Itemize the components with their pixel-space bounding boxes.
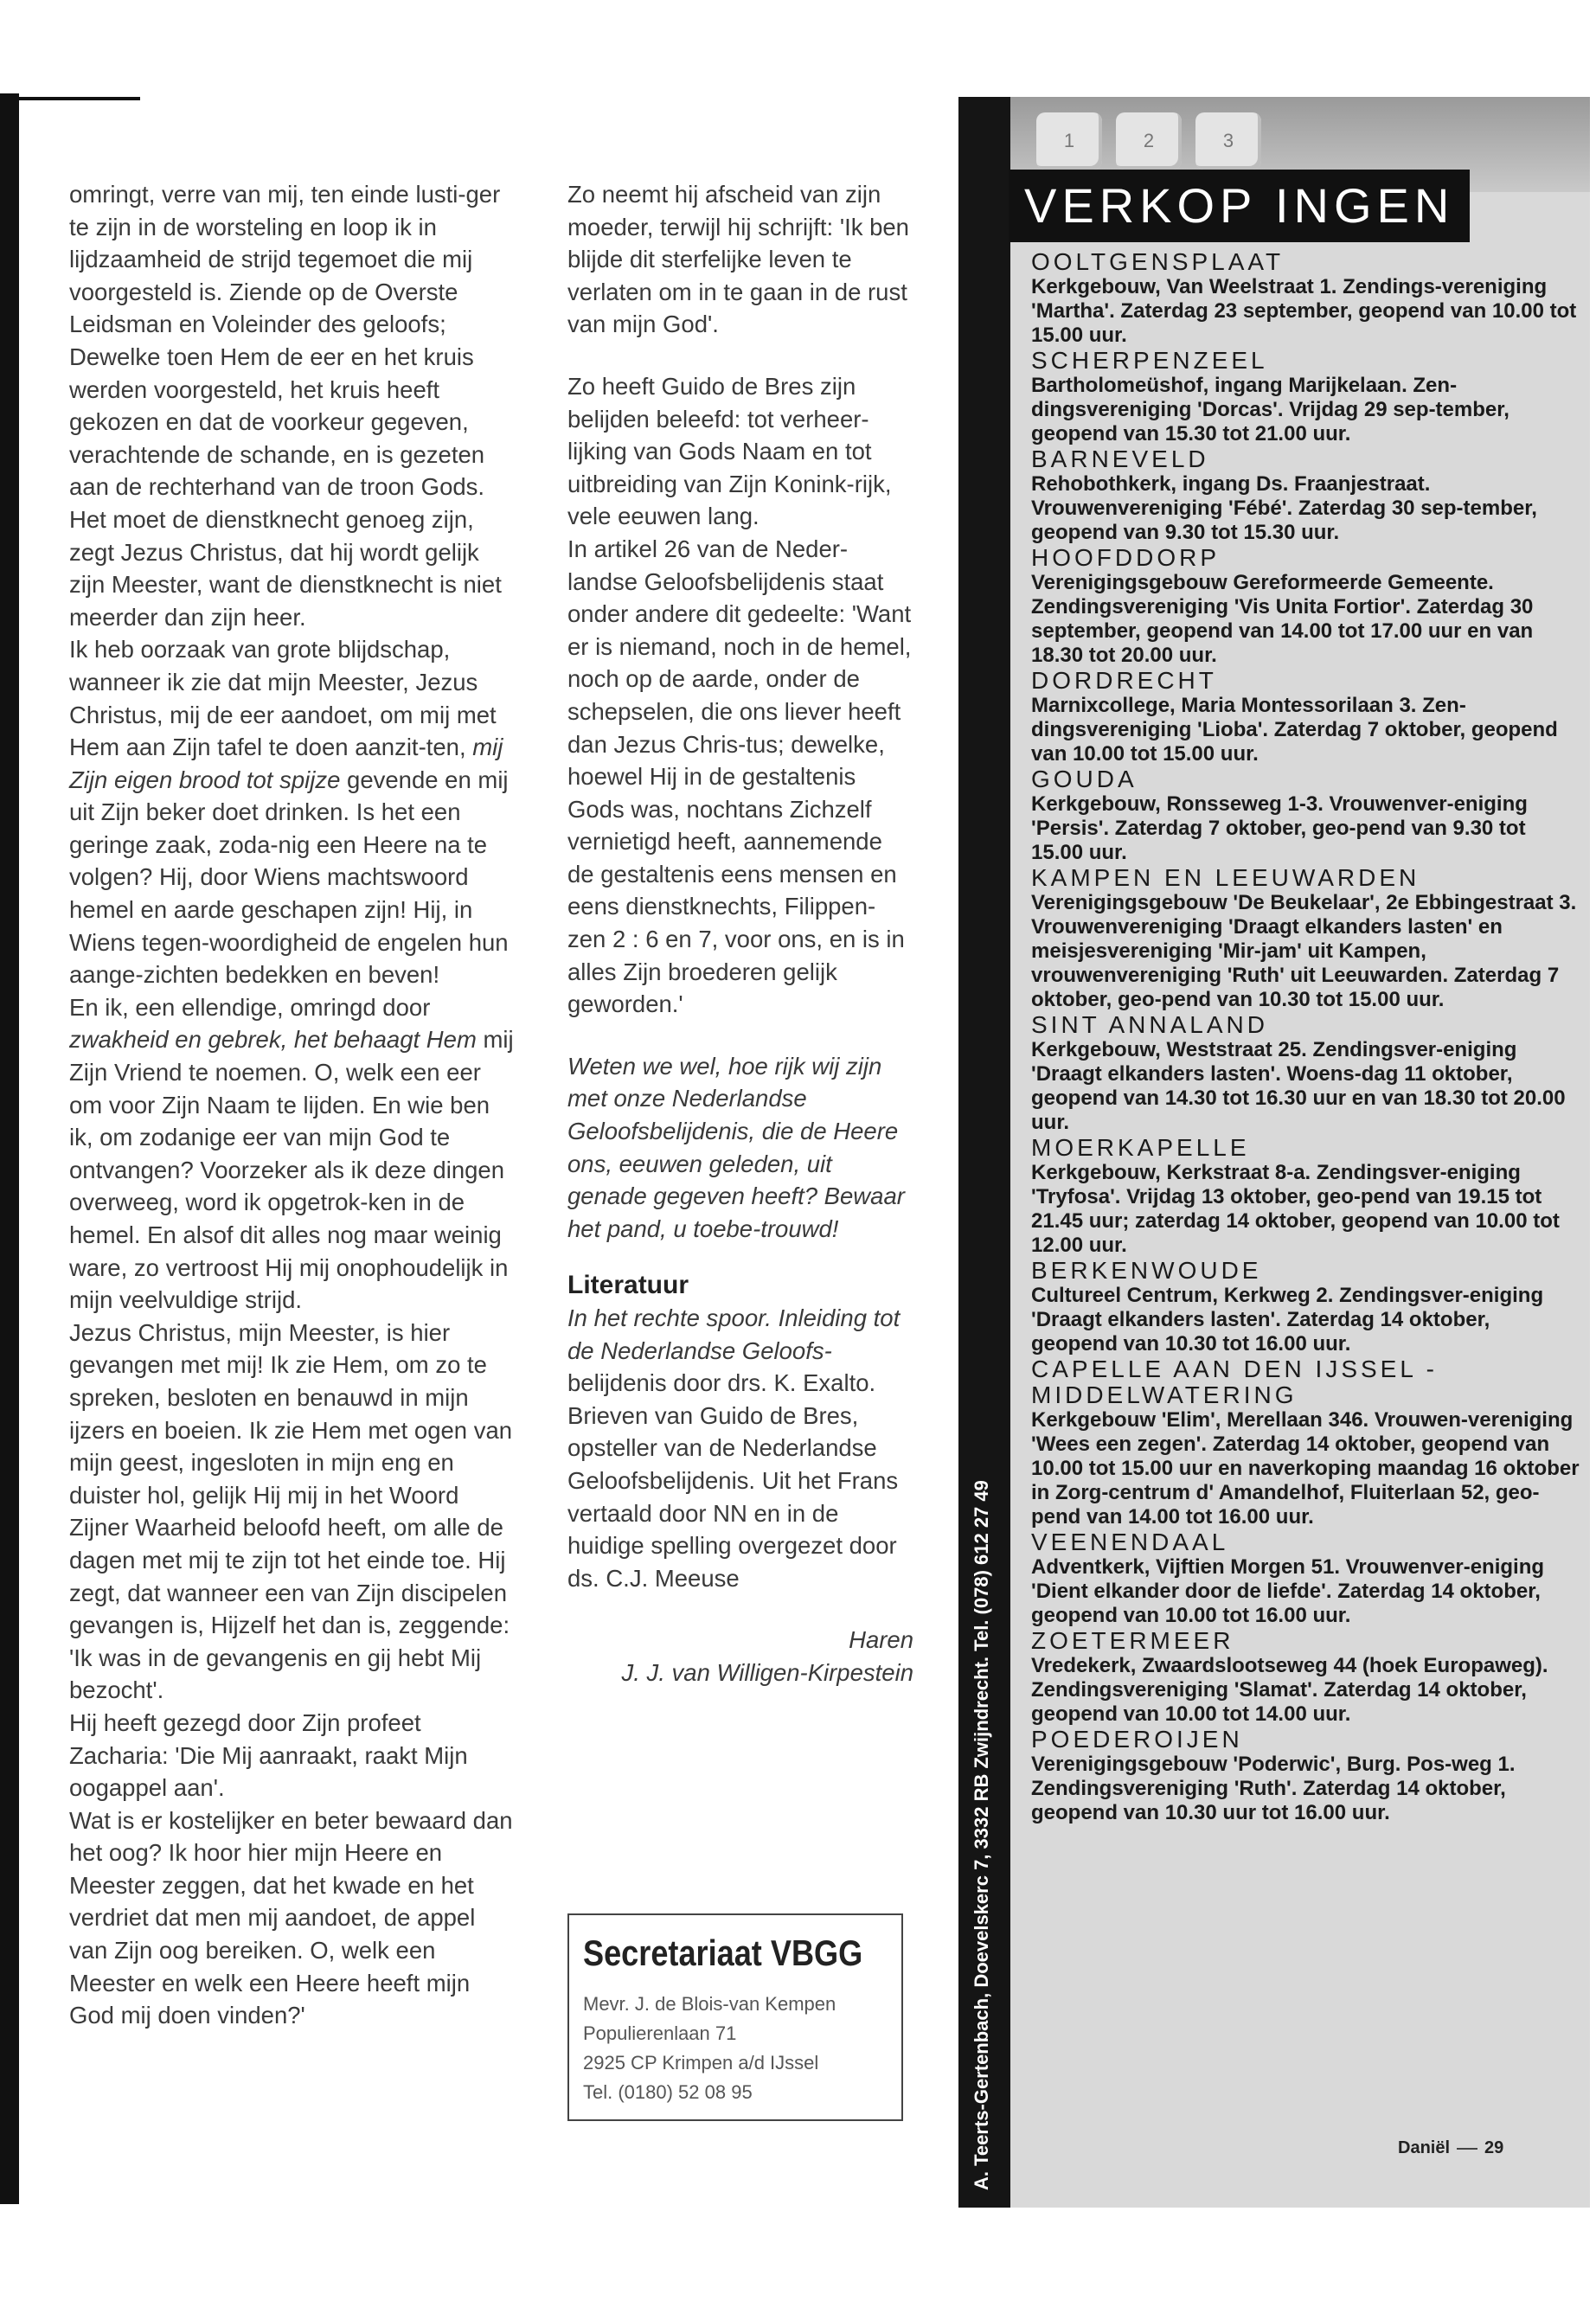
paragraph: In artikel 26 van de Neder-landse Geloofsbelijdenis staat onder andere dit gedeelte: 'Want er is niemand, noch in de hemel, noch op de aarde, onder de schepselen, die ons liever heeft dan Jezus Chris-tus; dewelke, hoewel Hij in de gestaltenis Gods was, nochtans Zichzelf vernietigd heeft, aannemende de gestaltenis eens mensen en eens dienstknechts, Filippen-zen 2 : 6 en 7, voor ons, en is in alles Zijn broederen gelijk geworden.' (567, 535, 912, 1018)
verkopingen-panel (958, 97, 1590, 2208)
verkopingen-title: VERKOP INGEN (1009, 170, 1470, 242)
sale-place: CAPELLE AAN DEN IJSSEL - MIDDELWATERING (1031, 1356, 1438, 1408)
sale-entry (1031, 1258, 1580, 1356)
sale-entry (1031, 249, 1580, 348)
paragraph (69, 633, 519, 991)
sale-entry (1031, 1529, 1580, 1628)
sale-place: DORDRECHT (1031, 667, 1217, 694)
article-column-2 (567, 178, 913, 1689)
signature-name: J. J. van Willigen-Kirpestein (621, 1658, 913, 1686)
sale-details: Bartholomeüshof, ingang Marijkelaan. Zen-dingsvereniging 'Dorcas'. Vrijdag 29 sep-tember, geopend van 15.30 tot 21.00 uur. (1031, 374, 1509, 445)
paragraph: Zo heeft Guido de Bres zijn belijden beleefd: tot verheer-lijking van Gods Naam en tot uitbreiding van Zijn Konink-rijk, vele eeuwen lang. (567, 372, 892, 530)
sale-place: GOUDA (1031, 766, 1138, 792)
paragraph: Jezus Christus, mijn Meester, is hier gevangen met mij! Ik zie Hem, om zo te spreken, besloten en benauwd in mijn ijzers en boeien. Ik zie Hem met ogen van mijn geest, ingesloten in mijn eng en duister hol, gelijk Hij mij in het Woord Zijner Waarheid beloofd heeft, om alle de dagen met mij te zijn tot het einde toe. Hij zegt, dat wanneer een van Zijn discipelen gevangen is, Hijzelf het dan is, zeggende: 'Ik was in de gevangenis en gij hebt Mij bezocht'. (69, 1318, 513, 1704)
paragraph (69, 991, 519, 1317)
paragraph: Het moet de dienstknecht genoeg zijn, zegt Jezus Christus, dat hij wordt gelijk zijn Meester, want de dienstknecht is niet meerder dan zijn heer. (69, 505, 502, 631)
italic-span: mij Zijn eigen brood tot spijze (69, 734, 503, 793)
sale-place: BERKENWOUDE (1031, 1257, 1262, 1284)
paragraph: Wat is er kostelijker en beter bewaard dan het oog? Ik hoor hier mijn Heere en Meester zeggen, dat het kwade en het verdriet dat men mij aandoet, de appel van Zijn oog bereiken. O, welk een Meester en welk een Heere heeft mijn God mij doen vinden?' (69, 1806, 513, 2029)
top-rule (19, 97, 140, 100)
sale-entry (1031, 1356, 1580, 1529)
sale-details: Adventkerk, Vijftien Morgen 51. Vrouwenver-eniging 'Dient elkander door de liefde'. Zaterdag 14 oktober, geopend van 10.00 tot 16.00 uur. (1031, 1555, 1545, 1627)
text-span: Ik heb oorzaak van grote blijdschap, wanneer ik zie dat mijn Meester, Jezus Christus, mij de eer aandoet, om mij met Hem aan Zijn tafel te doen aanzit-ten, (69, 636, 497, 761)
sale-entry (1031, 865, 1580, 1012)
sale-details: Marnixcollege, Maria Montessorilaan 3. Zen-dingsvereniging 'Lioba'. Zaterdag 7 oktober, geopend van 10.00 tot 15.00 uur. (1031, 694, 1558, 766)
sale-details: Cultureel Centrum, Kerkweg 2. Zendingsver-eniging 'Draagt elkanders lasten'. Zaterdag 14 oktober, geopend van 10.30 tot 16.00 uur. (1031, 1284, 1544, 1356)
key-2: 2 (1116, 112, 1182, 170)
secretariaat-box (567, 1913, 903, 2121)
sale-entry (1031, 446, 1580, 545)
sale-entry (1031, 348, 1580, 446)
sale-details: Rehobothkerk, ingang Ds. Fraanjestraat. Vrouwenvereniging 'Fébé'. Zaterdag 30 sep-tember, geopend van 9.30 tot 15.30 uur. (1031, 472, 1537, 544)
italic-span: In het rechte spoor. Inleiding tot de Nederlandse Geloofs- (567, 1304, 901, 1364)
sale-details: Verenigingsgebouw 'De Beukelaar', 2e Ebbingestraat 3. Vrouwenvereniging 'Draagt elkanders lasten' en meisjesvereniging 'Mir-jam' uit Kampen, vrouwenvereniging 'Ruth' uit Leeuwarden. Zaterdag 7 oktober, geo-pend van 10.30 tot 15.00 uur. (1031, 891, 1577, 1011)
literature-text (567, 1302, 913, 1594)
key-1: 1 (1036, 112, 1102, 170)
secretariaat-title: Secretariaat VBGG (583, 1932, 863, 1973)
sale-details: Kerkgebouw 'Elim', Merellaan 346. Vrouwen-vereniging 'Wees een zegen'. Zaterdag 14 oktober, geopend van 10.00 tot 15.00 uur en naverkoping maandag 16 oktober in Zorg-centrum d' Amandelhof, Fluiterlaan 52, geo-pend van 14.00 tot 16.00 uur. (1031, 1408, 1580, 1529)
text-span: gevende en mij uit Zijn beker doet drinken. Is het een geringe zaak, zoda-nig een Heere na te volgen? Hij, door Wiens machtswoord hemel en aarde geschapen zijn! Hij, in Wiens tegen-woordigheid de engelen hun aange-zichten bedekken en beven! (69, 766, 509, 989)
paragraph: Zo neemt hij afscheid van zijn moeder, terwijl hij schrijft: 'Ik ben blijde dit sterfelijke leven te verlaten om in te gaan in de rust van mijn God'. (567, 181, 909, 338)
italic-paragraph: Weten we wel, hoe rijk wij zijn met onze Nederlandse Geloofsbelijdenis, die de Heere ons, eeuwen geleden, uit genade gegeven heeft? Bewaar het pand, u toebe-trouwd! (567, 1052, 905, 1242)
sale-place: BARNEVELD (1031, 445, 1209, 472)
sale-place: POEDEROIJEN (1031, 1726, 1243, 1753)
sale-entry (1031, 1135, 1580, 1258)
sale-place: VEENENDAAL (1031, 1529, 1229, 1555)
address-line: 2925 CP Krimpen a/d IJssel (583, 2052, 819, 2073)
sale-entry (1031, 1727, 1580, 1825)
signature-place: Haren (849, 1626, 913, 1654)
address-line: Populierenlaan 71 (583, 2022, 737, 2044)
page-number: 29 (1484, 2138, 1504, 2157)
sale-place: MOERKAPELLE (1031, 1134, 1250, 1161)
left-edge-bar (0, 93, 19, 2204)
paragraph: omringt, verre van mij, ten einde lusti-ger te zijn in de worsteling en loop ik in lijdzaamheid de strijd tegemoet die mij voorgesteld is. Ziende op de Overste Leidsman en Voleinder des geloofs; Dewelke toen Hem de eer en het kruis werden voorgesteld, het kruis heeft gekozen en dat de voorkeur gegeven, verachtende de schande, en is gezeten aan de rechterhand van de troon Gods. (69, 181, 501, 501)
sale-details: Kerkgebouw, Ronsseweg 1-3. Vrouwenver-eniging 'Persis'. Zaterdag 7 oktober, geo-pend van 9.30 tot 15.00 uur. (1031, 792, 1528, 864)
panel-credit: A. Teerts-Gertenbach, Doevelskerc 7, 3332 RB Zwijndrecht. Tel. (078) 612 27 49 (971, 1480, 992, 2190)
text-span: belijdenis door drs. K. Exalto. Brieven van Guido de Bres, opsteller van de Nederlandse Geloofsbelijdenis. Uit het Frans vertaald door NN en in de huidige spelling overgezet door ds. C.J. Meeuse (567, 1369, 899, 1592)
sale-details: Verenigingsgebouw 'Poderwic', Burg. Pos-weg 1. Zendingsvereniging 'Ruth'. Zaterdag 14 oktober, geopend van 10.30 uur tot 16.00 uur. (1031, 1753, 1516, 1824)
sale-place: HOOFDDORP (1031, 544, 1220, 571)
sale-place: SINT ANNALAND (1031, 1011, 1268, 1038)
sales-list (1031, 249, 1580, 1825)
text-span: En ik, een ellendige, omringd door (69, 993, 431, 1021)
sale-details: Kerkgebouw, Van Weelstraat 1. Zendings-vereniging 'Martha'. Zaterdag 23 september, geopend van 10.00 tot 15.00 uur. (1031, 275, 1577, 347)
sale-details: Kerkgebouw, Kerkstraat 8-a. Zendingsver-eniging 'Tryfosa'. Vrijdag 13 oktober, geo-pend van 19.15 tot 21.45 uur; zaterdag 14 oktober, geopend van 10.00 tot 12.00 uur. (1031, 1161, 1560, 1257)
address-line: Mevr. J. de Blois-van Kempen (583, 1993, 836, 2015)
sale-entry (1031, 668, 1580, 766)
sale-entry (1031, 545, 1580, 668)
sale-details: Kerkgebouw, Weststraat 25. Zendingsver-eniging 'Draagt elkanders lasten'. Woens-dag 11 oktober, geopend van 14.30 tot 16.30 uur en van 18.30 tot 20.00 uur. (1031, 1038, 1566, 1134)
text-span: mij Zijn Vriend te noemen. O, welk een eer om voor Zijn Naam te lijden. En wie ben ik, om zodanige eer van mijn God te ontvangen? Voorzeker als ik deze dingen overweeg, word ik opgetrok-ken in de hemel. En alsof dit alles nog maar weinig ware, zo vertroost Hij mij onophoudelijk in mijn veelvuldige strijd. (69, 1026, 514, 1314)
sale-place: ZOETERMEER (1031, 1627, 1234, 1654)
paragraph: Hij heeft gezegd door Zijn profeet Zacharia: 'Die Mij aanraakt, raakt Mijn oogappel aan'. (69, 1708, 468, 1802)
sale-place: OOLTGENSPLAAT (1031, 248, 1285, 275)
magazine-name: Daniël (1398, 2138, 1451, 2157)
sale-entry (1031, 1012, 1580, 1135)
phone-line: Tel. (0180) 52 08 95 (583, 2081, 753, 2103)
page-footer (1398, 2138, 1503, 2158)
sale-place: KAMPEN EN LEEUWARDEN (1031, 864, 1420, 891)
italic-span: zwakheid en gebrek, het behaagt Hem (69, 1026, 477, 1054)
sale-entry (1031, 766, 1580, 865)
sale-entry (1031, 1628, 1580, 1727)
key-3: 3 (1195, 112, 1261, 170)
sale-details: Verenigingsgebouw Gereformeerde Gemeente. Zendingsvereniging 'Vis Unita Fortior'. Zaterdag 30 september, geopend van 14.00 tot 17.00 uur en van 18.30 tot 20.00 uur. (1031, 571, 1534, 667)
sale-place: SCHERPENZEEL (1031, 347, 1268, 374)
sale-details: Vredekerk, Zwaardslootseweg 44 (hoek Europaweg). Zendingsvereniging 'Slamat'. Zaterdag 14 oktober, geopend van 10.00 tot 14.00 uur. (1031, 1654, 1548, 1726)
article-column-1 (69, 178, 519, 2032)
literature-heading: Literatuur (567, 1271, 689, 1300)
